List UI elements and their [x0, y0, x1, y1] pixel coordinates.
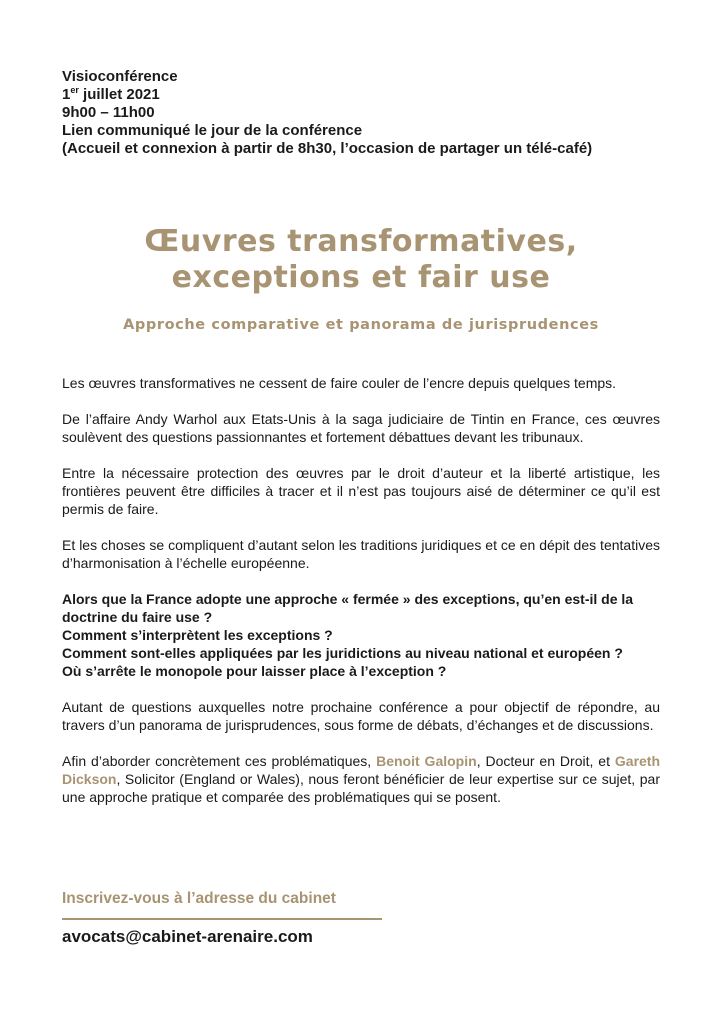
contact-email[interactable]: avocats@cabinet-arenaire.com — [62, 927, 313, 946]
event-time: 9h00 – 11h00 — [62, 104, 155, 121]
paragraph: Et les choses se compliquent d’autant selon les traditions juridiques et ce en dépit des tentatives d’harmonisation à l’échelle européenne. — [62, 537, 660, 571]
question: Comment s’interprètent les exceptions ? — [62, 627, 333, 643]
event-info — [62, 68, 682, 158]
event-date: 1er juillet 2021 — [62, 85, 160, 103]
speakers-paragraph: Afin d’aborder concrètement ces problématiques, Benoit Galopin, Docteur en Droit, et Gareth Dickson, Solicitor (England or Wales), nous feront bénéficier de leur expertise sur ce sujet, par une approche pratique et comparée des problématiques qui se posent. — [62, 753, 661, 805]
questions-block — [62, 590, 660, 680]
paragraph: Entre la nécessaire protection des œuvres par le droit d’auteur et la liberté artistique, les frontières peuvent être difficiles à tracer et il n’est pas toujours aisé de déterminer ce qu’il est permis de faire. — [62, 465, 660, 517]
event-format: Visioconférence — [62, 68, 178, 85]
speaker-name: Gareth Dickson — [62, 753, 661, 787]
registration-heading: Inscrivez-vous à l’adresse du cabinet — [62, 890, 336, 907]
paragraph: Les œuvres transformatives ne cessent de faire couler de l’encre depuis quelques temps. — [62, 375, 617, 391]
question: Alors que la France adopte une approche « fermée » des exceptions, qu’en est-il de la doctrine du faire use ? — [62, 591, 634, 625]
body-text — [62, 374, 660, 824]
page-subtitle: Approche comparative et panorama de jurisprudences — [123, 317, 599, 333]
page-title: Œuvres transformatives, exceptions et fair use — [144, 224, 578, 295]
question: Comment sont-elles appliquées par les juridictions au niveau national et européen ? — [62, 645, 623, 661]
speaker-name: Benoit Galopin — [376, 753, 477, 769]
paragraph: Autant de questions auxquelles notre prochaine conférence a pour objectif de répondre, au travers d’un panorama de jurisprudences, sous forme de débats, d’échanges et de discussions. — [62, 699, 660, 733]
event-welcome-note: (Accueil et connexion à partir de 8h30, l’occasion de partager un télé-café) — [62, 140, 593, 157]
paragraph: De l’affaire Andy Warhol aux Etats-Unis à la saga judiciaire de Tintin en France, ces œuvres soulèvent des questions passionnantes et fortement débattues devant les tribunaux. — [62, 411, 660, 445]
event-link-note: Lien communiqué le jour de la conférence — [62, 122, 363, 139]
divider — [62, 918, 382, 920]
question: Où s’arrête le monopole pour laisser place à l’exception ? — [62, 663, 447, 679]
